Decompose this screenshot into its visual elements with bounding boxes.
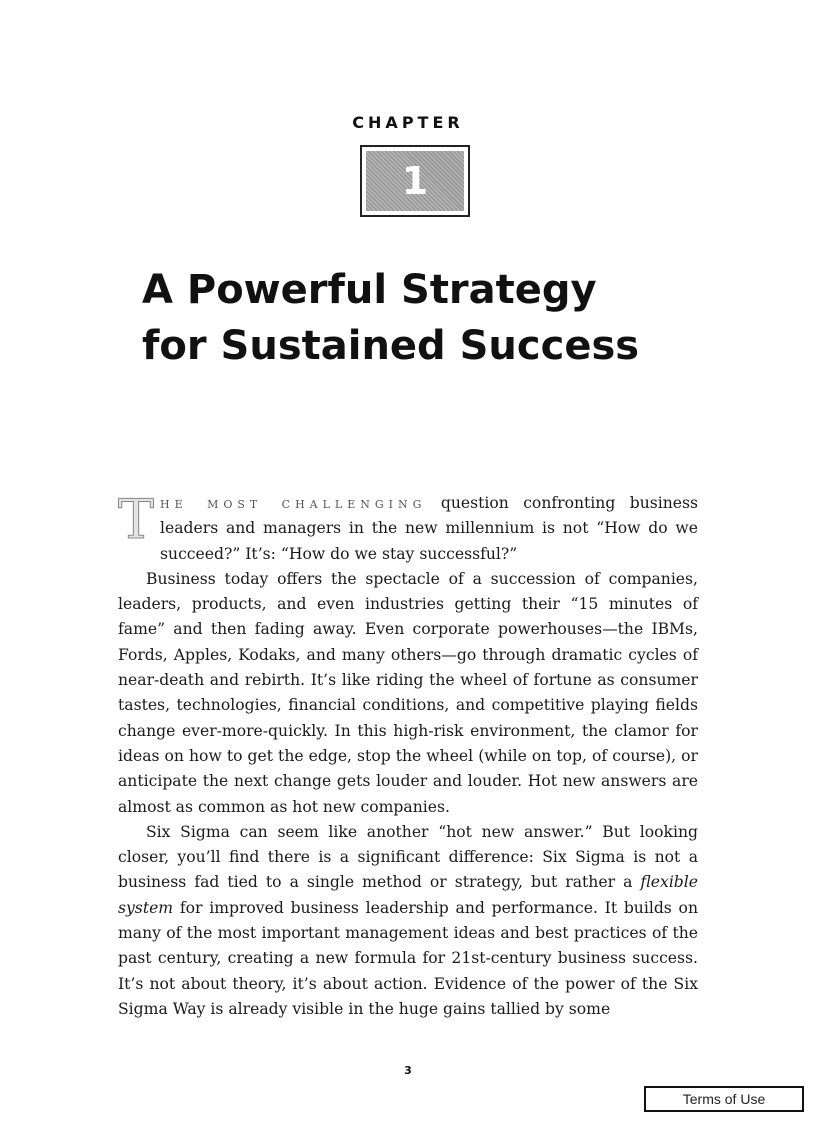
paragraph-2: Business today offers the spectacle of a succession of companies, leaders, products, and even industries getting their “15 minutes of fame” and then fading away. Even corporate powerhouses—the IBMs, Fords, Apples, Kodaks, and many others—go through dramatic cycles of near-death and rebirth. It’s like riding the wheel of fortune as consumer tastes, technologies, financial conditions, and competitive playing fields change ever-more-quickly. In this high-risk environment, the clamor for ideas on how to get the edge, stop the wheel (while on top, of course), or anticipate the next change gets louder and louder. Hot new answers are almost as common as hot new companies.	[118, 569, 698, 816]
paragraph-3-text-a: Six Sigma can seem like another “hot new answer.” But looking closer, you’ll find there is a significant difference: Six Sigma is not a business fad tied to a single method or strategy, but rather a	[118, 822, 698, 892]
chapter-title-line-2: for Sustained Success	[142, 323, 640, 369]
paragraph-3-emphasis: flexible system	[118, 873, 698, 917]
paragraph-3	[118, 820, 698, 1022]
paragraph-3-text-b: for improved business leadership and performance. It builds on many of the most important management ideas and best practices of the past century, creating a new formula for 21st-century business success. It’s not about theory, it’s about action. Evidence of the power of the Six Sigma Way is already visible in the huge gains tallied by some	[118, 898, 698, 1018]
chapter-number-panel	[366, 151, 464, 211]
chapter-title-line-1: A Powerful Strategy	[142, 267, 597, 313]
body-text	[118, 488, 699, 1022]
paragraph-1	[118, 488, 699, 567]
paragraph-1-text: question confronting business leaders and managers in the new millennium is not “How do we succeed?” It’s: “How do we stay successful?”	[160, 494, 699, 563]
lead-in-smallcaps: he most challenging	[160, 494, 427, 512]
chapter-number-box	[360, 145, 470, 217]
terms-of-use-button[interactable]: Terms of Use	[644, 1086, 804, 1112]
chapter-number: 1	[401, 159, 429, 203]
chapter-title	[142, 262, 639, 374]
chapter-label: CHAPTER	[352, 113, 464, 132]
drop-cap: T	[118, 488, 155, 551]
page-number: 3	[404, 1064, 412, 1077]
